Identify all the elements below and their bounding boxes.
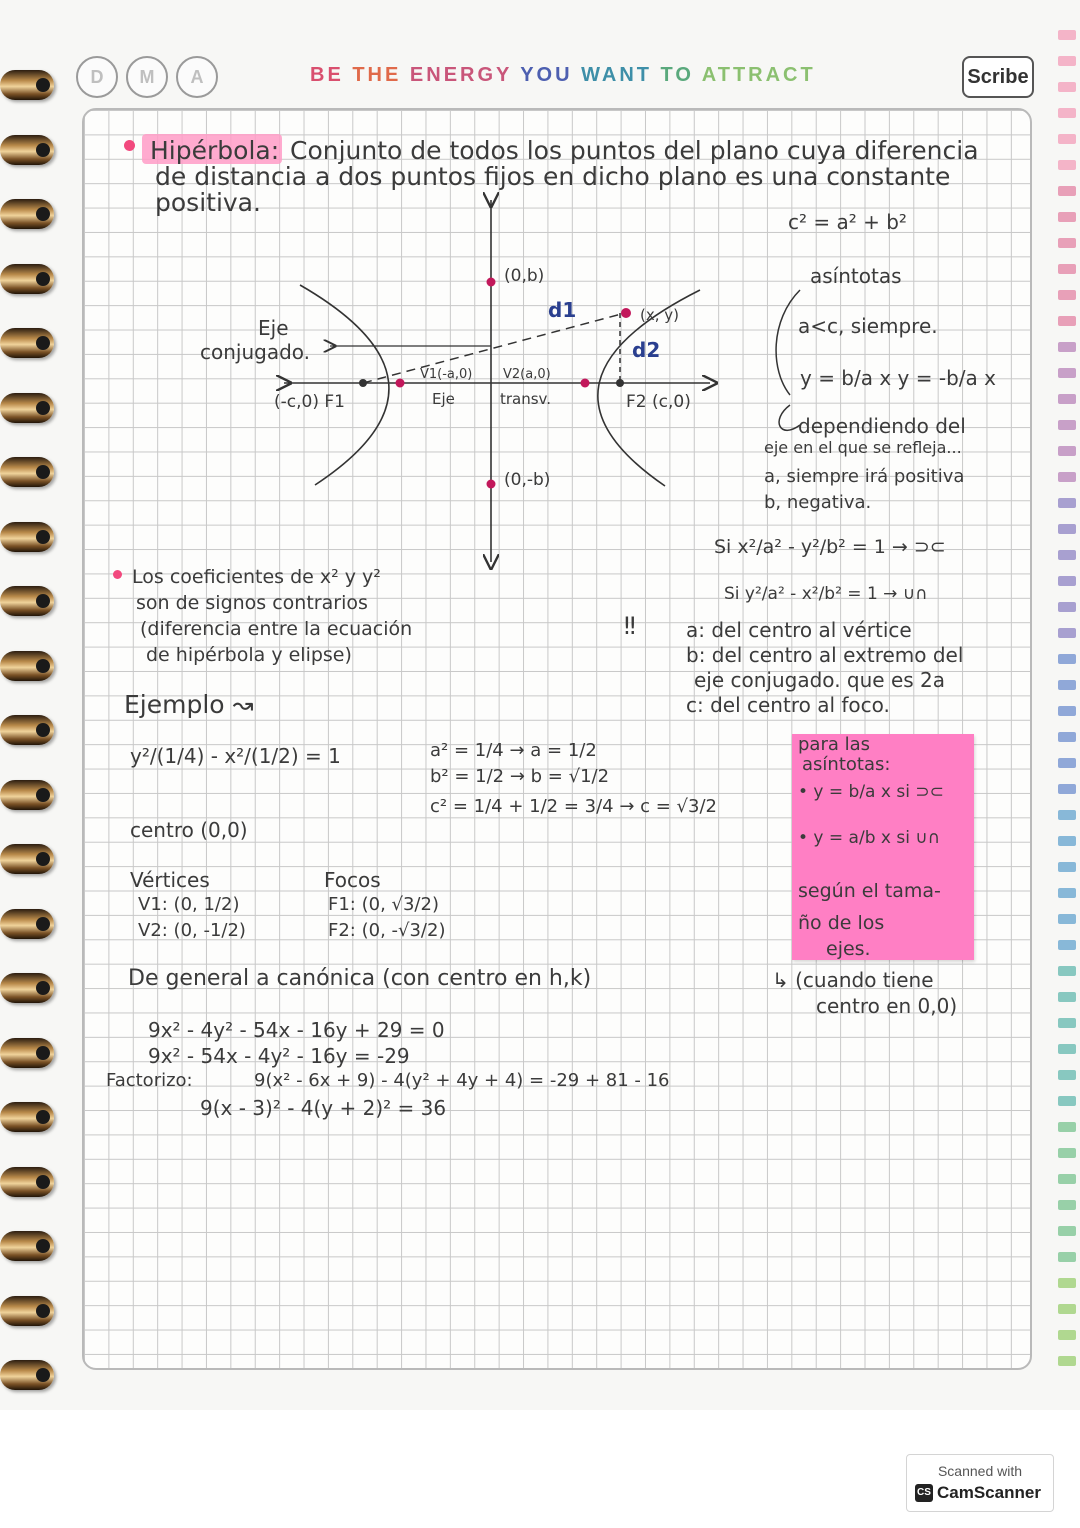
- definition-line-3: positiva.: [155, 188, 261, 217]
- exclamation-icon: ‼: [624, 612, 636, 640]
- def-c: c: del centro al foco.: [686, 693, 890, 717]
- label-xy: (x, y): [640, 306, 679, 324]
- general-line-1: 9x² - 4y² - 54x - 16y + 29 = 0: [148, 1018, 445, 1042]
- note-line-1: para las: [798, 734, 871, 755]
- def-b-1: b: del centro al extremo del: [686, 643, 964, 667]
- label-f2: F2 (c,0): [626, 392, 691, 412]
- scanned-with: Scanned with: [937, 1463, 1023, 1479]
- label-d1: d1: [548, 298, 577, 322]
- scribe-logo: Scribe: [962, 56, 1034, 98]
- ejemplo-a: a² = 1/4 → a = 1/2: [430, 740, 597, 761]
- definition-line-2: de distancia a dos puntos fijos en dicho plano es una constante: [155, 162, 951, 191]
- b-negative: b, negativa.: [764, 492, 872, 513]
- note-line-4: • y = a/b x si ∪∩: [798, 828, 941, 848]
- a-less-c: a<c, siempre.: [798, 314, 938, 338]
- def-b-2: eje conjugado. que es 2a: [694, 668, 946, 692]
- tagline-word: ATTRACT: [701, 64, 816, 86]
- focus-2: [616, 379, 624, 387]
- vertex-1: [396, 379, 405, 388]
- camscanner-badge: [906, 1454, 1054, 1512]
- label-v1: V1(-a,0): [420, 367, 473, 382]
- ejemplo-title: Ejemplo ↝: [124, 690, 254, 719]
- note-line-5: según el tama-: [798, 880, 941, 902]
- si-horizontal: Si x²/a² - y²/b² = 1 → ⊃⊂: [714, 536, 946, 558]
- label-transv: transv.: [500, 390, 552, 408]
- point-minus-b: [487, 480, 496, 489]
- label-conjugado: conjugado.: [200, 340, 311, 364]
- coef-line-3: (diferencia entre la ecuación: [140, 618, 413, 640]
- focus-f2: F2: (0, -√3/2): [328, 920, 446, 941]
- general-title: De general a canónica (con centro en h,k): [128, 966, 592, 991]
- coef-line-4: de hipérbola y elipse): [146, 644, 352, 666]
- focus-f1: F1: (0, √3/2): [328, 894, 439, 915]
- vertex-2: [581, 379, 590, 388]
- ejemplo-centro: centro (0,0): [130, 818, 248, 842]
- label-eje-transv: Eje: [432, 390, 455, 408]
- label-0minusb: (0,-b): [504, 470, 551, 490]
- general-line-3: 9(x² - 6x + 9) - 4(y² + 4y + 4) = -29 + 81 - 16: [254, 1070, 670, 1091]
- vertex-v1: V1: (0, 1/2): [138, 894, 240, 915]
- label-v2: V2(a,0): [503, 367, 551, 382]
- a-positive: a, siempre irá positiva: [764, 466, 965, 487]
- definition-line-1: Conjunto de todos los puntos del plano cuya diferencia: [290, 136, 979, 165]
- asymptote-equations: y = b/a x y = -b/a x: [800, 366, 996, 390]
- tagline-word: THE: [352, 64, 410, 86]
- c-equation: c² = a² + b²: [788, 210, 907, 234]
- tagline-word: TO: [660, 64, 702, 86]
- tagline-word: WANT: [581, 64, 661, 86]
- camscanner-logo-icon: CS: [915, 1484, 933, 1502]
- asintotas-label: asíntotas: [810, 264, 902, 288]
- ejemplo-equation: y²/(1/4) - x²/(1/2) = 1: [130, 744, 341, 768]
- coef-line-2: son de signos contrarios: [136, 592, 368, 614]
- label-d2: d2: [632, 338, 661, 362]
- coef-line-1: Los coeficientes de x² y y²: [132, 566, 381, 588]
- dependiendo-2: eje en el que se refleja...: [764, 438, 962, 457]
- label-eje: Eje: [258, 316, 289, 340]
- definition-term: Hipérbola:: [150, 136, 280, 165]
- dependiendo-hook: [779, 405, 800, 430]
- note-line-3: • y = b/a x si ⊃⊂: [798, 782, 944, 802]
- factorizo-label: Factorizo:: [106, 1070, 193, 1091]
- point-xy: [621, 308, 631, 318]
- circle-a: A: [176, 56, 218, 98]
- circle-m: M: [126, 56, 168, 98]
- tagline-word: ENERGY: [409, 64, 521, 86]
- label-0b: (0,b): [504, 266, 545, 286]
- tagline-word: YOU: [520, 64, 582, 86]
- ejemplo-b: b² = 1/2 → b = √1/2: [430, 766, 610, 787]
- general-line-4: 9(x - 3)² - 4(y + 2)² = 36: [200, 1096, 447, 1120]
- vertices-title: Vértices: [130, 868, 210, 892]
- dependiendo-1: dependiendo del: [798, 414, 966, 438]
- ejemplo-c: c² = 1/4 + 1/2 = 3/4 → c = √3/2: [430, 796, 717, 817]
- label-f1: (-c,0) F1: [274, 392, 345, 412]
- note-after-1: ↳ (cuando tiene: [772, 968, 934, 992]
- note-line-6: ño de los: [798, 912, 885, 934]
- note-line-7: ejes.: [826, 938, 871, 960]
- vertex-v2: V2: (0, -1/2): [138, 920, 246, 941]
- focus-1: [359, 379, 367, 387]
- camscanner-name: CamScanner: [937, 1483, 1041, 1502]
- def-a: a: del centro al vértice: [686, 618, 912, 642]
- note-after-2: centro en 0,0): [816, 994, 958, 1018]
- tagline-word: BE: [310, 64, 353, 86]
- point-b: [487, 278, 496, 287]
- focos-title: Focos: [324, 868, 381, 892]
- asintotas-brace: [776, 290, 800, 395]
- left-branch: [300, 285, 389, 485]
- bullet-dot: [113, 570, 122, 579]
- note-line-2: asíntotas:: [802, 754, 891, 775]
- d1-line: [363, 313, 625, 383]
- general-line-2: 9x² - 54x - 4y² - 16y = -29: [148, 1044, 410, 1068]
- circle-d: D: [76, 56, 118, 98]
- si-vertical: Si y²/a² - x²/b² = 1 → ∪∩: [724, 584, 928, 604]
